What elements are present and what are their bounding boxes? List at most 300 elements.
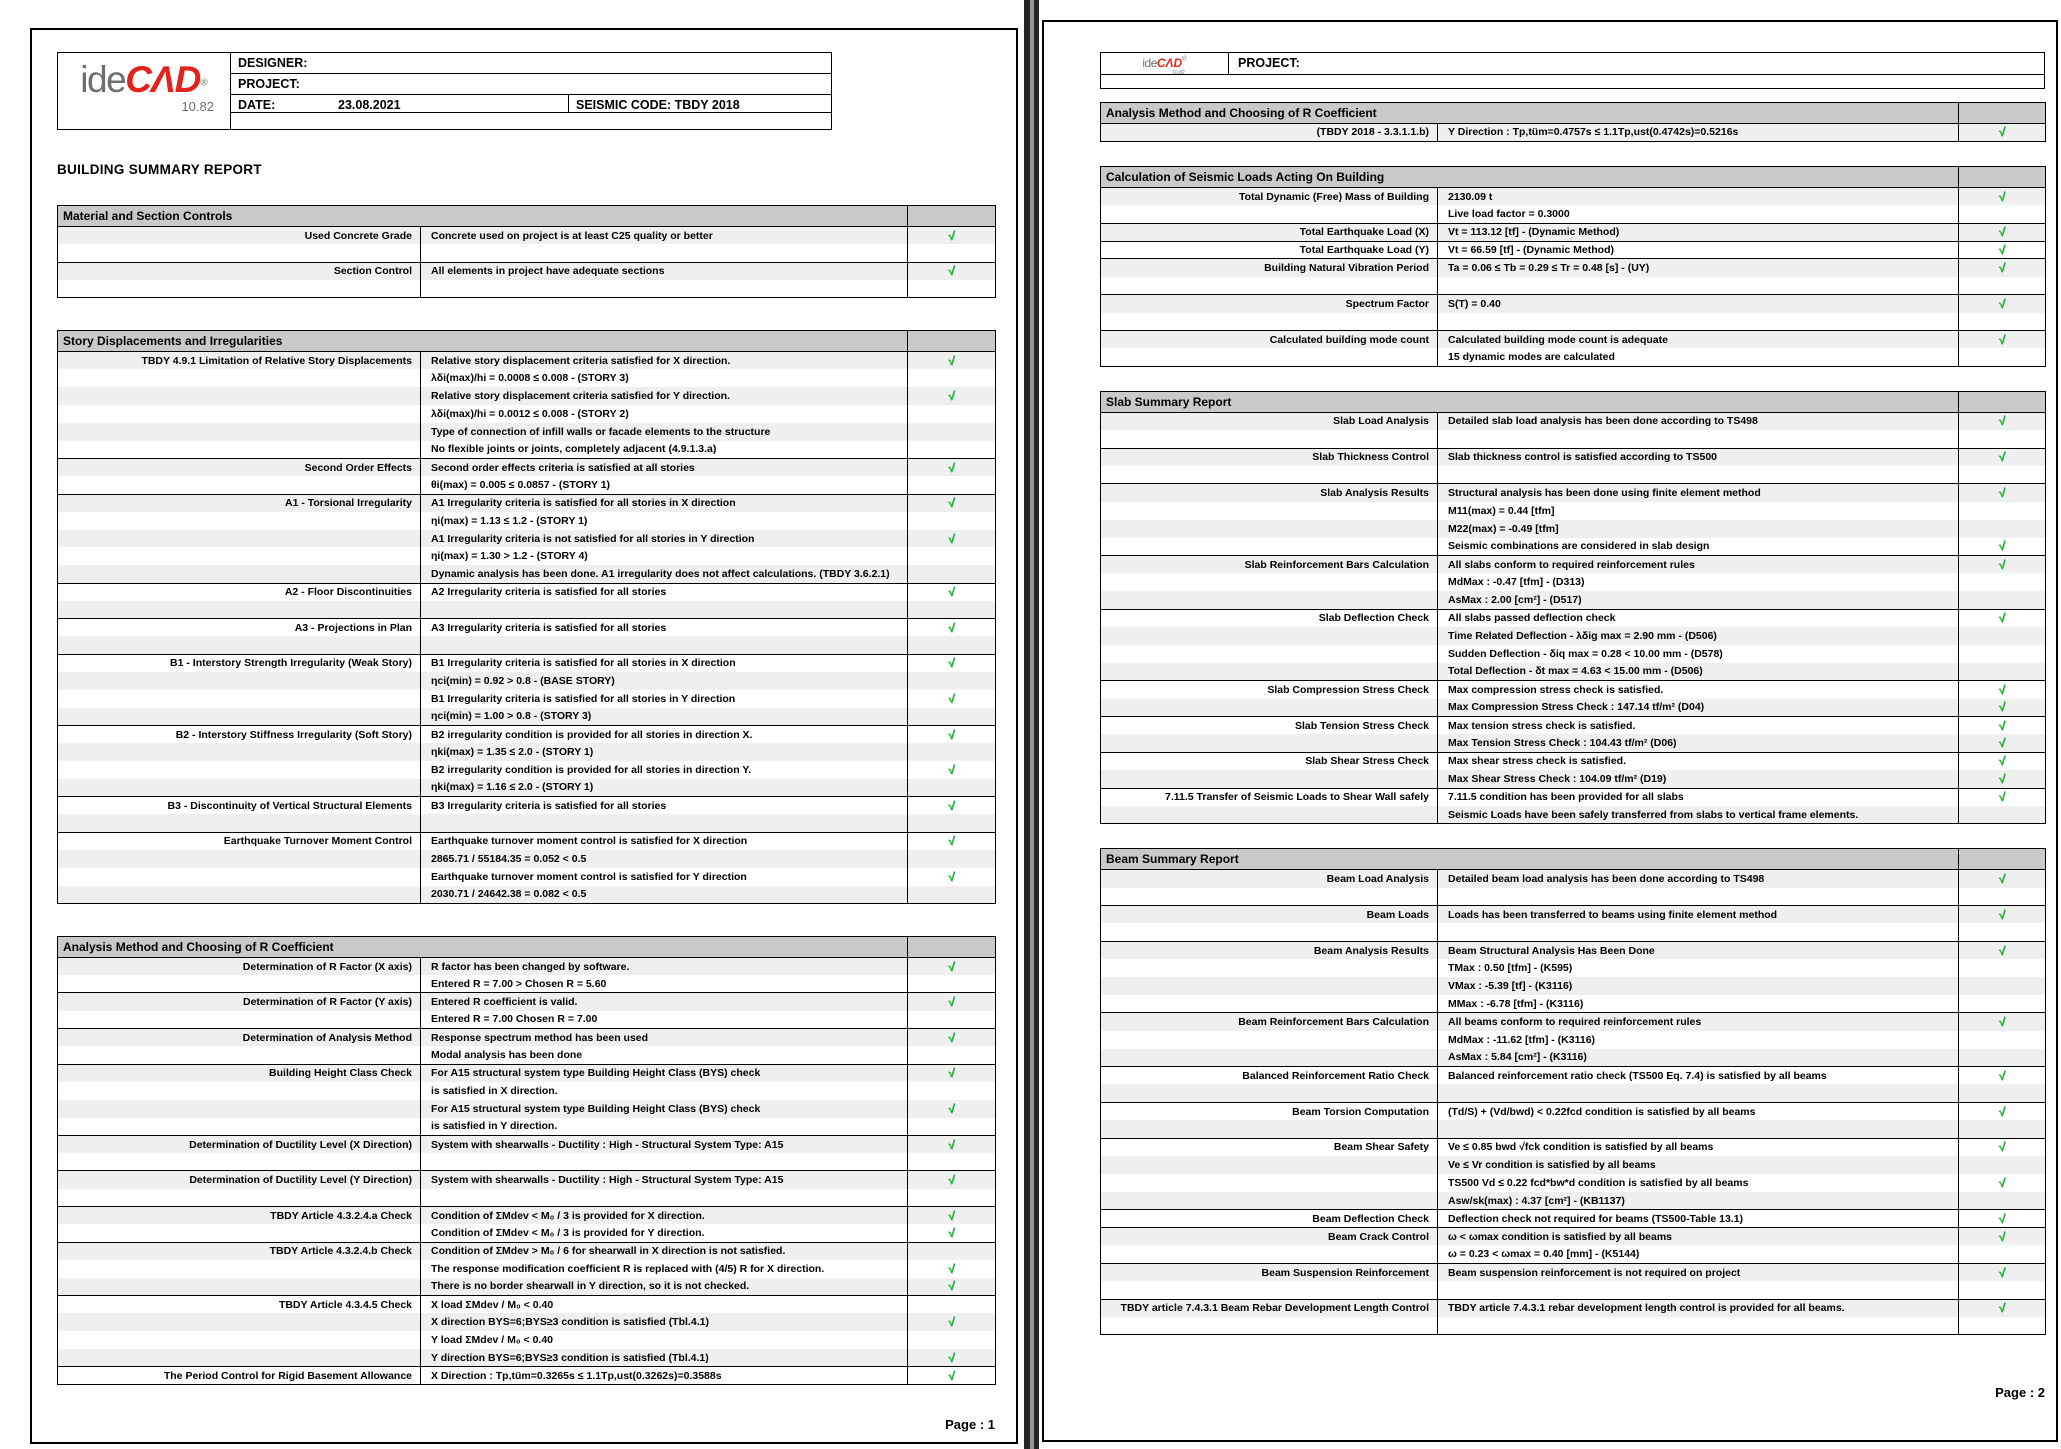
row-check-cell <box>908 1171 996 1189</box>
row-check-cell <box>908 1260 996 1278</box>
report-line <box>1101 1102 2046 1120</box>
row-label: Earthquake Turnover Moment Control <box>58 832 421 850</box>
check-icon: √ <box>948 620 955 635</box>
logo-version: 10.82 <box>1172 70 1185 76</box>
row-label <box>1101 520 1438 538</box>
row-label: Slab Load Analysis <box>1101 412 1438 430</box>
row-description <box>1438 466 1959 484</box>
report-line <box>58 1135 996 1153</box>
row-label: Calculated building mode count <box>1101 331 1438 349</box>
section-table <box>1100 391 2046 824</box>
row-label <box>1101 770 1438 788</box>
row-label <box>1101 1192 1438 1210</box>
check-icon: √ <box>1998 486 2006 501</box>
section-header-row <box>1101 391 2046 412</box>
row-description: Max Shear Stress Check : 104.09 tf/m² (D19) <box>1438 770 1959 788</box>
report-line <box>1101 1031 2046 1049</box>
row-description <box>421 1153 908 1171</box>
section-title: Material and Section Controls <box>58 206 908 227</box>
report-line <box>58 761 996 779</box>
row-description: ω < ωmax condition is satisfied by all beams <box>1438 1228 1959 1246</box>
row-check-cell <box>908 761 996 779</box>
row-label: Used Concrete Grade <box>58 227 421 245</box>
check-icon: √ <box>948 1066 955 1081</box>
row-label <box>1101 277 1438 295</box>
report-line <box>1101 348 2046 366</box>
report-line <box>58 672 996 690</box>
row-check-cell <box>1959 1102 2046 1120</box>
row-label <box>58 886 421 904</box>
row-label <box>58 850 421 868</box>
row-label <box>58 761 421 779</box>
section-header-check-cell <box>1959 166 2046 187</box>
row-check-cell <box>908 262 996 280</box>
row-check-cell <box>1959 627 2046 645</box>
row-check-cell <box>1959 752 2046 770</box>
row-label <box>58 280 421 298</box>
row-description: S(T) = 0.40 <box>1438 295 1959 313</box>
check-icon: √ <box>1998 907 2006 922</box>
check-icon: √ <box>948 1315 955 1330</box>
check-icon: √ <box>1998 225 2006 240</box>
report-line <box>1101 313 2046 331</box>
row-description: System with shearwalls - Ductility : High - Structural System Type: A15 <box>421 1171 908 1189</box>
report-line <box>58 530 996 548</box>
row-label: Beam Suspension Reinforcement <box>1101 1263 1438 1281</box>
report-line <box>58 1011 996 1029</box>
row-label: Beam Loads <box>1101 906 1438 924</box>
section-title: Story Displacements and Irregularities <box>58 331 908 352</box>
row-label <box>58 779 421 797</box>
report-line <box>58 868 996 886</box>
report-line <box>1101 645 2046 663</box>
row-label: Slab Analysis Results <box>1101 484 1438 502</box>
row-check-cell <box>908 725 996 743</box>
section-table <box>1100 848 2046 1335</box>
row-label: Section Control <box>58 262 421 280</box>
report-line <box>1101 187 2046 205</box>
row-label: Determination of Ductility Level (Y Direction) <box>58 1171 421 1189</box>
row-label: Total Earthquake Load (X) <box>1101 223 1438 241</box>
report-line <box>58 280 996 298</box>
row-label <box>1101 977 1438 995</box>
row-label: Total Earthquake Load (Y) <box>1101 241 1438 259</box>
check-icon: √ <box>1998 754 2006 769</box>
row-check-cell <box>908 814 996 832</box>
row-check-cell <box>1959 788 2046 806</box>
report-line <box>1101 1228 2046 1246</box>
report-line <box>58 476 996 494</box>
row-label <box>1101 1245 1438 1263</box>
row-check-cell <box>908 1046 996 1064</box>
row-description: TBDY article 7.4.3.1 rebar development length control is provided for all beams. <box>1438 1299 1959 1317</box>
row-description <box>421 244 908 262</box>
report-line <box>1101 241 2046 259</box>
row-description: MMax : -6.78 [tfm] - (K3116) <box>1438 995 1959 1013</box>
row-description: B1 Irregularity criteria is satisfied for all stories in Y direction <box>421 690 908 708</box>
row-check-cell <box>908 779 996 797</box>
row-check-cell <box>1959 1049 2046 1067</box>
row-check-cell <box>1959 1138 2046 1156</box>
row-description: ηki(max) = 1.35 ≤ 2.0 - (STORY 1) <box>421 743 908 761</box>
report-line <box>1101 716 2046 734</box>
check-icon: √ <box>948 1208 955 1223</box>
report-line <box>1101 430 2046 448</box>
row-label <box>1101 663 1438 681</box>
report-line <box>58 458 996 476</box>
report-line <box>1101 627 2046 645</box>
row-check-cell <box>908 1100 996 1118</box>
row-check-cell <box>908 993 996 1011</box>
report-line <box>58 262 996 280</box>
seismic-code-label: SEISMIC CODE: TBDY 2018 <box>568 95 831 112</box>
row-label: Beam Load Analysis <box>1101 870 1438 888</box>
row-check-cell <box>1959 520 2046 538</box>
row-description <box>421 601 908 619</box>
row-check-cell <box>1959 573 2046 591</box>
row-description: Vt = 113.12 [tf] - (Dynamic Method) <box>1438 223 1959 241</box>
report-line <box>58 1331 996 1349</box>
row-check-cell <box>1959 412 2046 430</box>
report-line <box>58 636 996 654</box>
row-label <box>1101 1317 1438 1335</box>
row-description: A3 Irregularity criteria is satisfied for all stories <box>421 619 908 637</box>
row-label: TBDY Article 4.3.4.5 Check <box>58 1296 421 1314</box>
row-check-cell <box>1959 448 2046 466</box>
section-title: Beam Summary Report <box>1101 849 1959 870</box>
row-description: M22(max) = -0.49 [tfm] <box>1438 520 1959 538</box>
section-header-check-cell <box>1959 391 2046 412</box>
row-label: Determination of Ductility Level (X Direction) <box>58 1135 421 1153</box>
row-label <box>58 1100 421 1118</box>
row-description: 2865.71 / 55184.35 = 0.052 < 0.5 <box>421 850 908 868</box>
row-description: Condition of ΣMdev > M₀ / 6 for shearwall in X direction is not satisfied. <box>421 1242 908 1260</box>
row-label: TBDY 4.9.1 Limitation of Relative Story Displacements <box>58 352 421 370</box>
row-label <box>58 601 421 619</box>
check-icon: √ <box>1998 189 2006 204</box>
row-label <box>1101 645 1438 663</box>
report-line <box>1101 888 2046 906</box>
report-line <box>1101 223 2046 241</box>
row-check-cell <box>908 1118 996 1136</box>
report-line <box>1101 1317 2046 1335</box>
report-line <box>1101 259 2046 277</box>
report-line <box>1101 573 2046 591</box>
row-check-cell <box>1959 348 2046 366</box>
project-row <box>231 74 831 95</box>
row-check-cell <box>908 1331 996 1349</box>
check-icon: √ <box>1998 414 2006 429</box>
row-check-cell <box>1959 1174 2046 1192</box>
check-icon: √ <box>948 496 955 511</box>
report-line <box>1101 1156 2046 1174</box>
row-check-cell <box>908 1082 996 1100</box>
row-check-cell <box>1959 1210 2046 1228</box>
check-icon: √ <box>1998 1229 2006 1244</box>
row-check-cell <box>1959 1031 2046 1049</box>
report-line <box>58 1118 996 1136</box>
report-line <box>58 993 996 1011</box>
row-description: Second order effects criteria is satisfied at all stories <box>421 458 908 476</box>
row-check-cell <box>908 1189 996 1207</box>
report-line <box>1101 699 2046 717</box>
row-label <box>58 1224 421 1242</box>
report-line <box>1101 681 2046 699</box>
row-label <box>1101 591 1438 609</box>
project-label: PROJECT: <box>1238 56 1300 70</box>
section-title: Calculation of Seismic Loads Acting On Building <box>1101 166 1959 187</box>
row-label: Beam Crack Control <box>1101 1228 1438 1246</box>
date-row <box>231 95 831 113</box>
row-label <box>58 405 421 423</box>
row-label <box>1101 627 1438 645</box>
logo-cad-text: CΛD <box>125 59 201 100</box>
row-description <box>1438 313 1959 331</box>
row-check-cell <box>1959 1192 2046 1210</box>
row-description: is satisfied in Y direction. <box>421 1118 908 1136</box>
check-icon: √ <box>1998 700 2006 715</box>
row-label: Determination of R Factor (X axis) <box>58 957 421 975</box>
report-line <box>1101 906 2046 924</box>
row-check-cell <box>1959 430 2046 448</box>
check-icon: √ <box>948 460 955 475</box>
check-icon: √ <box>1998 1140 2006 1155</box>
report-line <box>58 619 996 637</box>
row-label: Slab Thickness Control <box>1101 448 1438 466</box>
row-label <box>58 975 421 993</box>
row-label <box>1101 888 1438 906</box>
row-description: Type of connection of infill walls or facade elements to the structure <box>421 423 908 441</box>
row-description: (Td/S) + (Vd/bwd) < 0.22fcd condition is satisfied by all beams <box>1438 1102 1959 1120</box>
report-line <box>1101 448 2046 466</box>
check-icon: √ <box>1998 682 2006 697</box>
row-description: Ve ≤ Vr condition is satisfied by all beams <box>1438 1156 1959 1174</box>
report-line <box>58 1064 996 1082</box>
designer-label: DESIGNER: <box>238 56 308 70</box>
row-check-cell <box>908 797 996 815</box>
row-description: System with shearwalls - Ductility : High - Structural System Type: A15 <box>421 1135 908 1153</box>
row-description <box>1438 1120 1959 1138</box>
row-check-cell <box>1959 1299 2046 1317</box>
row-description <box>1438 1317 1959 1335</box>
row-check-cell <box>1959 941 2046 959</box>
row-label <box>58 1118 421 1136</box>
row-check-cell <box>1959 870 2046 888</box>
check-icon: √ <box>1998 790 2006 805</box>
row-label <box>58 1260 421 1278</box>
row-check-cell <box>908 244 996 262</box>
row-label: Slab Reinforcement Bars Calculation <box>1101 555 1438 573</box>
row-check-cell <box>1959 313 2046 331</box>
row-label <box>58 441 421 459</box>
row-description: λδi(max)/hi = 0.0008 ≤ 0.008 - (STORY 3) <box>421 369 908 387</box>
report-line <box>58 441 996 459</box>
row-label <box>58 547 421 565</box>
report-line <box>1101 1120 2046 1138</box>
row-description: Max tension stress check is satisfied. <box>1438 716 1959 734</box>
row-check-cell <box>1959 609 2046 627</box>
row-description: Slab thickness control is satisfied according to TS500 <box>1438 448 1959 466</box>
report-line <box>58 1029 996 1047</box>
check-icon: √ <box>1998 296 2006 311</box>
row-label <box>1101 502 1438 520</box>
row-label <box>1101 313 1438 331</box>
row-label: B3 - Discontinuity of Vertical Structural Elements <box>58 797 421 815</box>
report-line <box>58 690 996 708</box>
report-line <box>58 405 996 423</box>
row-label: 7.11.5 Transfer of Seismic Loads to Shear Wall safely <box>1101 788 1438 806</box>
row-check-cell <box>1959 484 2046 502</box>
row-description: X direction BYS=6;BYS≥3 condition is satisfied (Tbl.4.1) <box>421 1313 908 1331</box>
section-header-row <box>58 936 996 957</box>
report-line <box>58 494 996 512</box>
section-title: Analysis Method and Choosing of R Coefficient <box>1101 103 1959 124</box>
row-check-cell <box>1959 295 2046 313</box>
row-check-cell <box>1959 663 2046 681</box>
row-description: Seismic combinations are considered in slab design <box>1438 538 1959 556</box>
report-header <box>57 52 832 130</box>
report-line <box>1101 923 2046 941</box>
row-check-cell <box>1959 977 2046 995</box>
report-line <box>1101 609 2046 627</box>
row-label: A3 - Projections in Plan <box>58 619 421 637</box>
registered-icon: ® <box>200 77 208 89</box>
check-icon: √ <box>948 585 955 600</box>
row-label <box>58 530 421 548</box>
report-line <box>1101 1192 2046 1210</box>
row-check-cell <box>1959 538 2046 556</box>
row-description: Y load ΣMdev / M₀ < 0.40 <box>421 1331 908 1349</box>
date-label: DATE: <box>238 98 276 112</box>
row-check-cell <box>908 583 996 601</box>
row-label <box>58 743 421 761</box>
row-label: Slab Deflection Check <box>1101 609 1438 627</box>
row-description: Vt = 66.59 [tf] - (Dynamic Method) <box>1438 241 1959 259</box>
row-description: Entered R = 7.00 Chosen R = 7.00 <box>421 1011 908 1029</box>
row-check-cell <box>1959 555 2046 573</box>
row-description: There is no border shearwall in Y direction, so it is not checked. <box>421 1278 908 1296</box>
row-check-cell <box>908 1242 996 1260</box>
section-table <box>1100 102 2046 142</box>
idecad-logo-small <box>1101 53 1229 74</box>
row-description <box>421 1189 908 1207</box>
page2-sections <box>1100 102 2056 1335</box>
report-line <box>1101 1138 2046 1156</box>
row-description: 2030.71 / 24642.38 = 0.082 < 0.5 <box>421 886 908 904</box>
row-check-cell <box>1959 259 2046 277</box>
report-line <box>1101 1299 2046 1317</box>
row-description: Concrete used on project is at least C25 quality or better <box>421 227 908 245</box>
row-check-cell <box>1959 223 2046 241</box>
row-check-cell <box>1959 1245 2046 1263</box>
idecad-logo <box>58 53 231 129</box>
row-label <box>1101 806 1438 824</box>
report-header-2 <box>1100 52 2045 89</box>
check-icon: √ <box>948 1225 955 1240</box>
row-check-cell <box>908 1135 996 1153</box>
row-description: AsMax : 2.00 [cm²] - (D517) <box>1438 591 1959 609</box>
row-description: Time Related Deflection - λδig max = 2.90 mm - (D506) <box>1438 627 1959 645</box>
check-icon: √ <box>1998 1015 2006 1030</box>
row-description: Entered R = 7.00 > Chosen R = 5.60 <box>421 975 908 993</box>
row-label <box>1101 1031 1438 1049</box>
row-description: ηci(min) = 1.00 > 0.8 - (STORY 3) <box>421 708 908 726</box>
row-description: Structural analysis has been done using finite element method <box>1438 484 1959 502</box>
row-label: The Period Control for Rigid Basement Allowance <box>58 1367 421 1385</box>
row-check-cell <box>908 441 996 459</box>
row-description: θi(max) = 0.005 ≤ 0.0857 - (STORY 1) <box>421 476 908 494</box>
row-label <box>1101 923 1438 941</box>
report-line <box>1101 1067 2046 1085</box>
report-line <box>1101 412 2046 430</box>
header-empty-row <box>231 113 831 129</box>
report-line <box>58 779 996 797</box>
row-label <box>1101 1281 1438 1299</box>
check-icon: √ <box>1998 450 2006 465</box>
check-icon: √ <box>948 959 955 974</box>
row-label: Slab Shear Stress Check <box>1101 752 1438 770</box>
row-description: ηci(min) = 0.92 > 0.8 - (BASE STORY) <box>421 672 908 690</box>
row-description: ηki(max) = 1.16 ≤ 2.0 - (STORY 1) <box>421 779 908 797</box>
report-line <box>58 797 996 815</box>
row-label <box>58 1153 421 1171</box>
report-line <box>58 708 996 726</box>
report-line <box>58 975 996 993</box>
row-label: TBDY Article 4.3.2.4.b Check <box>58 1242 421 1260</box>
check-icon: √ <box>948 869 955 884</box>
row-description: No flexible joints or joints, completely adjacent (4.9.1.3.a) <box>421 441 908 459</box>
check-icon: √ <box>948 389 955 404</box>
report-line <box>58 654 996 672</box>
row-description: Total Deflection - δt max = 4.63 < 15.00 mm - (D506) <box>1438 663 1959 681</box>
row-label: Beam Analysis Results <box>1101 941 1438 959</box>
report-line <box>58 1278 996 1296</box>
row-label <box>58 1082 421 1100</box>
row-label <box>58 636 421 654</box>
row-label <box>58 1313 421 1331</box>
check-icon: √ <box>1998 125 2006 140</box>
section-title: Analysis Method and Choosing of R Coefficient <box>58 936 908 957</box>
row-description: Modal analysis has been done <box>421 1046 908 1064</box>
row-check-cell <box>1959 1067 2046 1085</box>
row-check-cell <box>908 601 996 619</box>
row-label <box>1101 430 1438 448</box>
row-description <box>1438 1281 1959 1299</box>
row-check-cell <box>908 1296 996 1314</box>
row-label: Determination of R Factor (Y axis) <box>58 993 421 1011</box>
row-label: B1 - Interstory Strength Irregularity (Weak Story) <box>58 654 421 672</box>
row-description: MdMax : -0.47 [tfm] - (D313) <box>1438 573 1959 591</box>
row-label: Spectrum Factor <box>1101 295 1438 313</box>
section-header-row <box>58 206 996 227</box>
row-check-cell <box>908 850 996 868</box>
report-line <box>1101 1263 2046 1281</box>
row-check-cell <box>908 458 996 476</box>
report-line <box>1101 806 2046 824</box>
row-label <box>1101 995 1438 1013</box>
row-label <box>58 512 421 530</box>
row-label <box>58 814 421 832</box>
report-line <box>1101 124 2046 142</box>
row-description: Loads has been transferred to beams using finite element method <box>1438 906 1959 924</box>
page1-sections <box>57 205 1016 1385</box>
row-check-cell <box>908 1207 996 1225</box>
report-line <box>58 957 996 975</box>
row-check-cell <box>908 530 996 548</box>
row-label <box>1101 959 1438 977</box>
row-check-cell <box>1959 205 2046 223</box>
row-label <box>58 565 421 583</box>
